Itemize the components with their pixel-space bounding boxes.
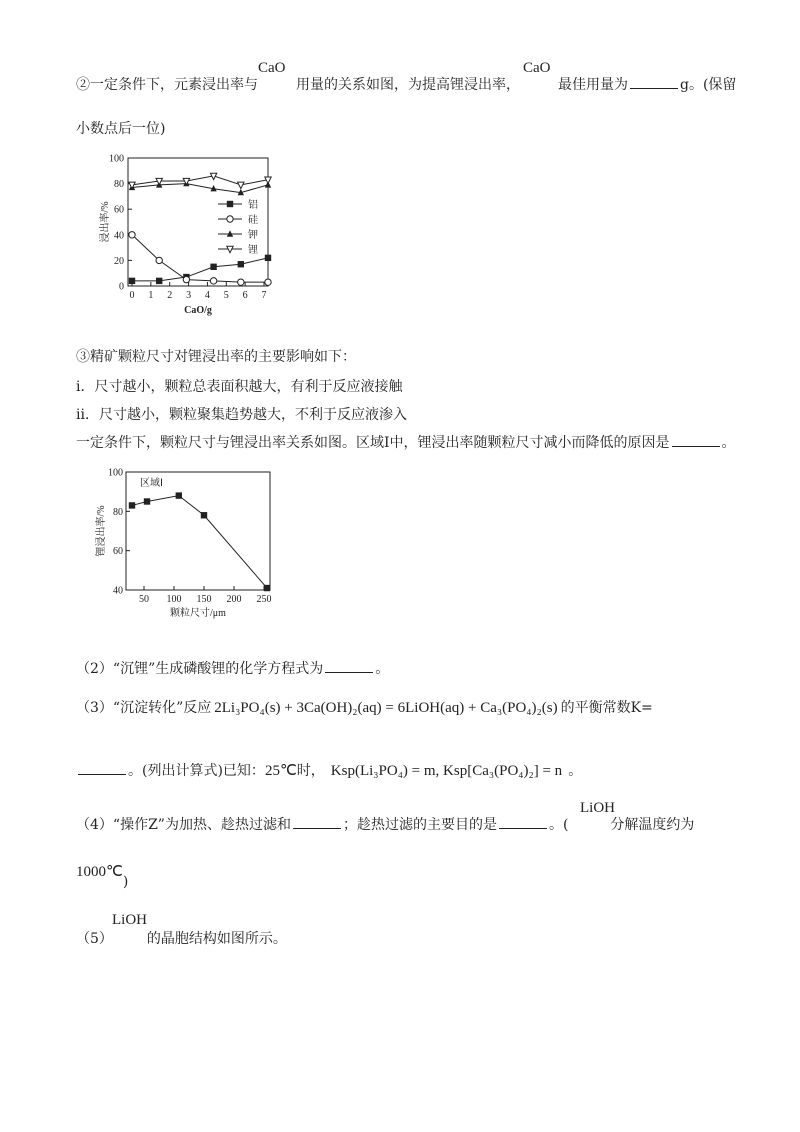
series-line-2: [132, 184, 268, 193]
y-axis-label: 锂浸出率/%: [96, 505, 107, 557]
cao-label-1: CaO: [258, 60, 286, 76]
part2-text: （2）“沉锂”生成磷酸锂的化学方程式为: [76, 661, 324, 677]
part3-line1: [76, 697, 653, 717]
data-point: [265, 255, 271, 261]
part3-text-c: 。(列出计算式)已知：: [128, 763, 265, 779]
y-tick-label: 0: [119, 281, 124, 293]
plot-frame: [128, 158, 268, 286]
legend-marker: [227, 201, 233, 207]
series-line-1: [132, 235, 268, 282]
x-tick-label: 7: [261, 290, 267, 301]
part4-text-b: ；趁热过滤的主要目的是: [342, 817, 497, 833]
data-point: [144, 498, 150, 504]
answer-blank[interactable]: [293, 814, 341, 829]
data-point: [156, 278, 162, 284]
data-point: [210, 278, 216, 284]
y-tick-label: 60: [114, 204, 124, 216]
x-tick-label: 0: [129, 290, 135, 301]
part5-text: （5）: [76, 931, 113, 947]
part2-end: 。: [375, 661, 390, 677]
x-tick-label: 2: [167, 290, 173, 301]
y-tick-label: 40: [113, 585, 123, 597]
q3-question: [76, 432, 736, 452]
q3-intro: ③精矿颗粒尺寸对锂浸出率的主要影响如下：: [76, 349, 356, 365]
part2: [76, 658, 389, 678]
y-tick-label: 100: [109, 153, 124, 165]
answer-blank[interactable]: [78, 760, 126, 775]
x-tick-label: 3: [186, 290, 192, 301]
q2-text-b: 用量的关系如图，为提高锂浸出率，: [296, 77, 520, 93]
part3-end: 。: [568, 763, 583, 779]
data-point: [238, 182, 244, 188]
data-point: [210, 264, 216, 270]
q3-question-end: 。: [721, 435, 736, 451]
x-axis-label: 颗粒尺寸/μm: [170, 608, 226, 619]
x-tick-label: 50: [139, 594, 149, 605]
data-point: [129, 278, 135, 284]
q3-question-text: 一定条件下，颗粒尺寸与锂浸出率关系如图。区域Ⅰ中，锂浸出率随颗粒尺寸减小而降低的原因是: [76, 435, 670, 451]
x-axis-label: CaO/g: [184, 305, 212, 316]
x-tick-label: 100: [166, 594, 182, 605]
leaching-rate-vs-cao-chart: [90, 148, 290, 318]
lithium-rate-vs-size-chart: [90, 462, 290, 627]
q3-item-ii: ii．尺寸越小，颗粒聚集趋势越大，不利于反应液渗入: [76, 407, 407, 423]
y-tick-label: 20: [114, 255, 124, 267]
series-line-0: [132, 258, 268, 281]
legend-label: 钾: [248, 230, 258, 241]
reaction-equation: 2Li₃PO₄(s) + 3Ca(OH)₂(aq) = 6LiOH(aq) + Ca₃(PO₄)₂(s): [214, 700, 558, 716]
lioh-label: LiOH: [580, 800, 615, 816]
part4-line2: [76, 862, 129, 890]
x-tick-label: 6: [242, 290, 248, 301]
data-point: [238, 279, 244, 285]
answer-blank[interactable]: [499, 814, 547, 829]
y-axis-label: 浸出率/%: [100, 201, 111, 243]
plot-frame: [126, 472, 270, 590]
y-tick-label: 40: [114, 230, 124, 242]
data-point: [201, 512, 207, 518]
series-line: [132, 496, 267, 588]
data-point: [238, 261, 244, 267]
x-tick-label: 4: [204, 290, 210, 301]
data-point: [176, 492, 182, 498]
data-point: [129, 232, 135, 238]
series-line-3: [132, 176, 268, 185]
lioh-label-2: LiOH: [112, 912, 147, 928]
q3-item-i: i．尺寸越小，颗粒总表面积越大，有利于反应液接触: [76, 379, 403, 395]
part4-end: ): [122, 874, 129, 890]
data-point: [264, 585, 270, 591]
part4-text: （4）“操作Z”为加热、趁热过滤和: [76, 817, 291, 833]
data-point: [156, 257, 162, 263]
temperature: 25℃: [264, 763, 297, 779]
x-tick-label: 200: [226, 594, 242, 605]
part4-text-c: 。(: [548, 817, 569, 833]
legend-label: 铝: [248, 200, 258, 211]
q2-line2: 小数点后一位): [76, 121, 166, 137]
y-tick-label: 60: [113, 546, 123, 558]
q2-line1: [76, 74, 736, 94]
q2-text-a: ②一定条件下，元素浸出率与: [76, 77, 258, 93]
q2-text-c: 最佳用量为: [558, 77, 628, 93]
answer-blank[interactable]: [630, 74, 678, 89]
region-annotation: 区域Ⅰ: [140, 478, 163, 489]
x-tick-label: 5: [223, 290, 229, 301]
part3-text: （3）“沉淀转化”反应: [76, 700, 212, 716]
cao-label-2: CaO: [523, 60, 551, 76]
answer-blank[interactable]: [325, 658, 373, 673]
y-tick-label: 80: [114, 179, 124, 191]
y-tick-label: 100: [108, 467, 123, 479]
data-point: [129, 502, 135, 508]
legend-label: 硅: [248, 215, 258, 226]
part3-text-d: 时，: [296, 763, 325, 779]
part3-text-b: 的平衡常数K=: [560, 700, 653, 716]
x-tick-label: 1: [148, 290, 154, 301]
x-tick-label: 250: [256, 594, 272, 605]
decomposition-temperature: 1000℃: [76, 864, 123, 880]
y-tick-label: 80: [113, 506, 123, 518]
ksp-expression: Ksp(Li₃PO₄) = m, Ksp[Ca₃(PO₄)₂] = n: [330, 763, 563, 779]
data-point: [183, 276, 189, 282]
data-point: [265, 279, 271, 285]
part5: [76, 928, 287, 948]
part4-text-d: 分解温度约为: [610, 817, 695, 833]
x-tick-label: 150: [196, 594, 212, 605]
legend-marker: [227, 216, 233, 222]
part5-text-b: 的晶胞结构如图所示。: [146, 931, 287, 947]
answer-blank[interactable]: [672, 432, 720, 447]
part3-line2: [76, 760, 582, 780]
q2-text-d: g。(保留: [680, 77, 737, 93]
part4-line1: [76, 814, 694, 834]
legend-label: 锂: [248, 245, 258, 256]
